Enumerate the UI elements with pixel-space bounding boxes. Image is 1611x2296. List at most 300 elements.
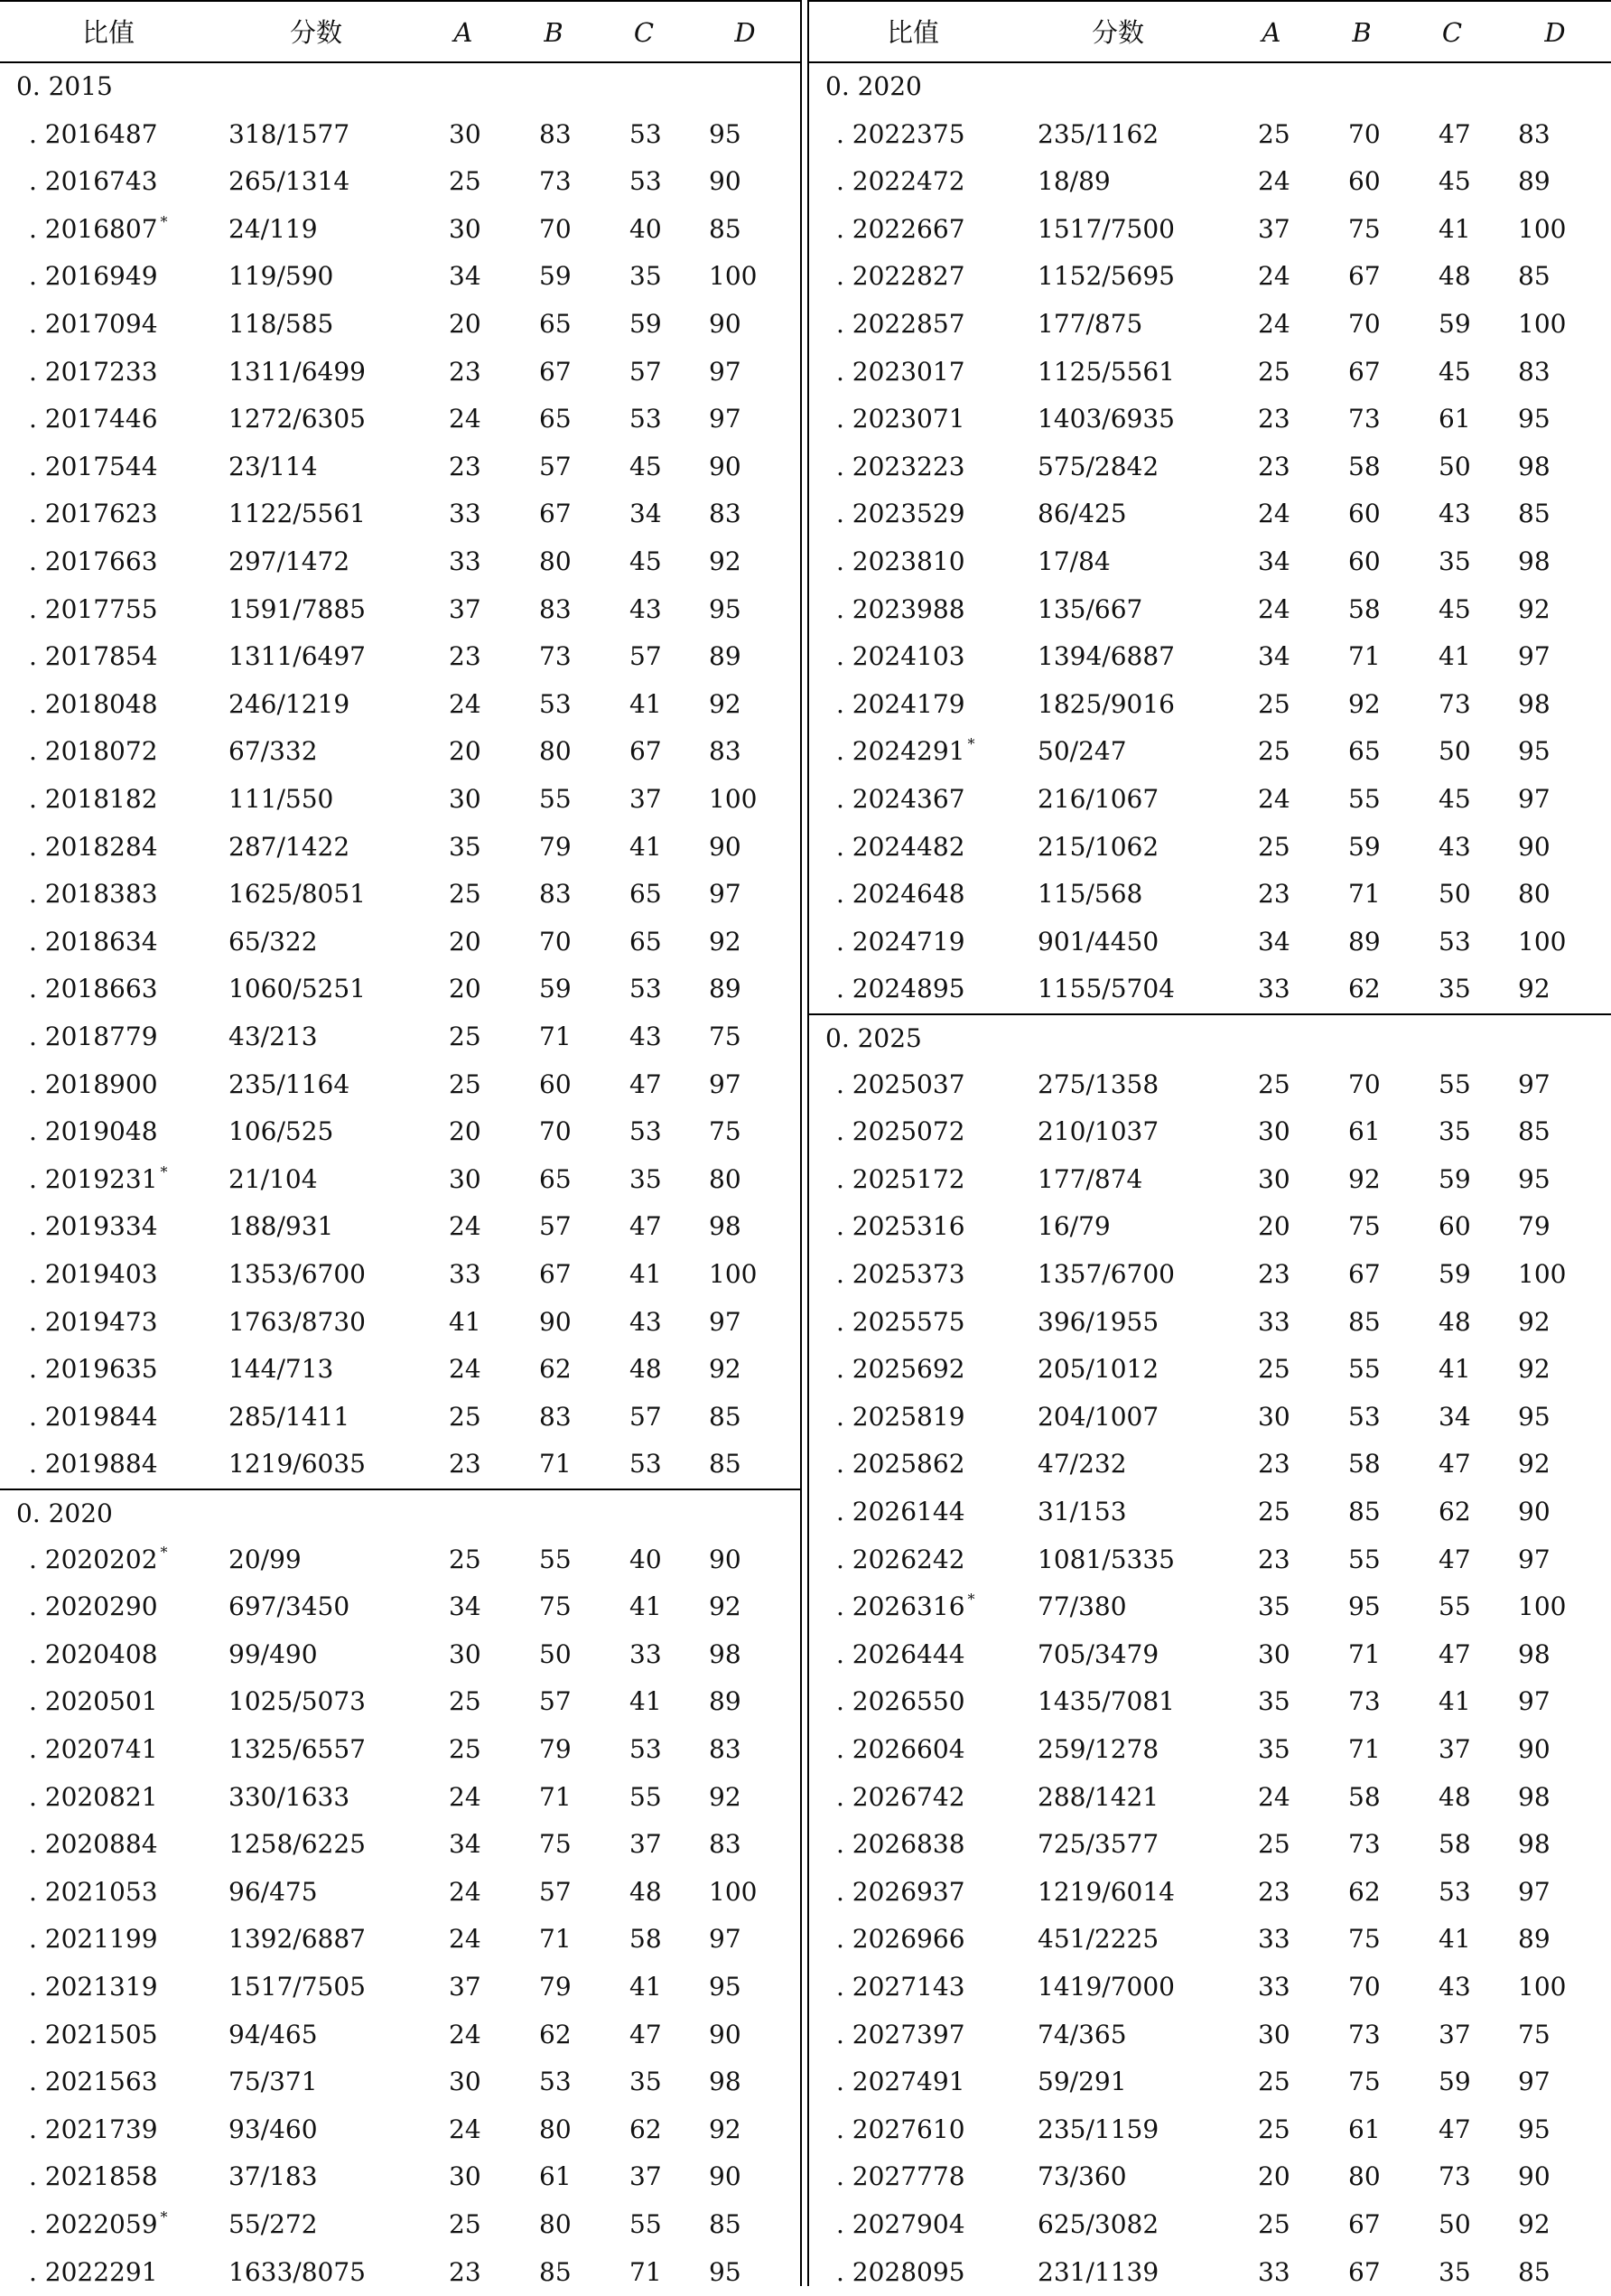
a-cell: 25: [1258, 118, 1290, 149]
d-cell: 92: [1518, 1449, 1550, 1479]
c-cell: 53: [629, 118, 662, 149]
c-cell: 65: [629, 926, 662, 957]
a-cell: 24: [1258, 309, 1290, 339]
ratio-cell: . 2025862: [836, 1449, 965, 1479]
footnote-star: *: [160, 2208, 168, 2226]
a-cell: 33: [1258, 2256, 1290, 2287]
score-cell: 1517/7500: [1038, 213, 1175, 244]
ratio-cell: . 2026742: [836, 1781, 965, 1812]
ratio-cell: . 2018663: [29, 974, 158, 1004]
a-cell: 24: [1258, 261, 1290, 292]
c-cell: 53: [629, 1449, 662, 1479]
table-row: [0, 1251, 800, 1299]
b-cell: 71: [539, 1924, 572, 1955]
d-cell: 85: [1518, 1116, 1550, 1147]
b-cell: 67: [1348, 261, 1381, 292]
b-cell: 57: [539, 451, 572, 481]
group-header-row: [809, 1013, 1611, 1063]
a-cell: 25: [1258, 1497, 1290, 1526]
score-cell: 396/1955: [1038, 1306, 1159, 1337]
c-cell: 45: [1439, 356, 1471, 387]
table-row: [809, 2153, 1611, 2201]
c-cell: 57: [629, 641, 662, 672]
table-row: [0, 681, 800, 729]
c-cell: 45: [629, 546, 662, 576]
c-cell: 41: [629, 831, 662, 862]
d-cell: 98: [1518, 451, 1550, 481]
table-row: [809, 2201, 1611, 2249]
d-cell: 80: [709, 1163, 741, 1194]
header-score: 分数: [289, 17, 342, 48]
c-cell: 50: [1439, 2209, 1471, 2239]
d-cell: 83: [1518, 356, 1550, 387]
table-row: [0, 1299, 800, 1347]
table-row: [0, 776, 800, 824]
d-cell: 95: [709, 118, 741, 149]
ratio-cell: . 2022827: [836, 261, 965, 292]
score-cell: 705/3479: [1038, 1638, 1159, 1669]
d-cell: 92: [709, 1591, 741, 1622]
table-row: [809, 586, 1611, 634]
c-cell: 37: [1439, 1734, 1471, 1764]
c-cell: 33: [629, 1638, 662, 1669]
ratio-cell: . 2019844: [29, 1401, 158, 1432]
score-cell: 43/213: [228, 1022, 318, 1051]
ratio-cell: . 2018900: [29, 1069, 158, 1099]
a-cell: 25: [1258, 2114, 1290, 2144]
c-cell: 55: [1439, 1069, 1471, 1099]
table-row: [0, 490, 800, 538]
c-cell: 37: [629, 2161, 662, 2192]
b-cell: 85: [1348, 1497, 1381, 1526]
c-cell: 59: [1439, 2067, 1471, 2097]
d-cell: 100: [709, 1259, 758, 1289]
a-cell: 25: [449, 1401, 481, 1432]
d-cell: 95: [709, 593, 741, 624]
b-cell: 71: [1348, 1638, 1381, 1669]
table-row: [809, 1061, 1611, 1109]
d-cell: 97: [1518, 1069, 1550, 1099]
c-cell: 47: [629, 2019, 662, 2049]
b-cell: 70: [1348, 1972, 1381, 2002]
a-cell: 30: [449, 2161, 481, 2192]
footnote-star: *: [160, 1162, 168, 1181]
b-cell: 73: [539, 641, 572, 672]
ratio-cell: . 2025072: [836, 1116, 965, 1147]
score-cell: 1219/6014: [1038, 1876, 1175, 1907]
b-cell: 62: [1348, 1876, 1381, 1907]
table-row: [809, 349, 1611, 397]
ratio-cell: . 2027778: [836, 2161, 965, 2192]
header-ratio: 比值: [886, 17, 939, 48]
c-cell: 47: [1439, 1449, 1471, 1479]
a-cell: 37: [449, 593, 481, 624]
a-cell: 25: [449, 1022, 481, 1051]
b-cell: 70: [539, 1116, 572, 1147]
d-cell: 85: [709, 2209, 741, 2239]
c-cell: 47: [629, 1211, 662, 1242]
a-cell: 24: [449, 1876, 481, 1907]
b-cell: 71: [539, 1781, 572, 1812]
b-cell: 75: [1348, 1211, 1381, 1242]
ratio-cell: . 2026937: [836, 1876, 965, 1907]
c-cell: 47: [1439, 1638, 1471, 1669]
b-cell: 58: [1348, 1781, 1381, 1812]
a-cell: 24: [1258, 499, 1290, 529]
table-row: [809, 1774, 1611, 1822]
d-cell: 97: [709, 356, 741, 387]
ratio-cell: . 2019334: [29, 1211, 158, 1242]
score-cell: 86/425: [1038, 499, 1127, 529]
footnote-star: *: [967, 1591, 975, 1609]
b-cell: 80: [539, 2209, 572, 2239]
b-cell: 92: [1348, 688, 1381, 719]
b-cell: 67: [539, 499, 572, 529]
d-cell: 89: [709, 641, 741, 672]
score-cell: 287/1422: [228, 831, 350, 862]
score-cell: 55/272: [228, 2209, 318, 2239]
ratio-cell: . 2020501: [29, 1686, 158, 1717]
b-cell: 60: [539, 1069, 572, 1099]
score-cell: 1825/9016: [1038, 688, 1175, 719]
group-label: 0. 2025: [825, 1023, 922, 1053]
ratio-cell: . 2022291: [29, 2256, 158, 2287]
c-cell: 50: [1439, 879, 1471, 910]
table-row: [809, 2058, 1611, 2106]
table-row: [809, 396, 1611, 443]
a-cell: 20: [1258, 2161, 1290, 2192]
c-cell: 35: [629, 1163, 662, 1194]
ratio-cell: . 2021053: [29, 1876, 158, 1907]
table-row: [0, 2201, 800, 2249]
table-row: [0, 1774, 800, 1822]
d-cell: 100: [1518, 213, 1567, 244]
table-row: [0, 919, 800, 966]
score-cell: 246/1219: [228, 688, 350, 719]
d-cell: 95: [709, 2256, 741, 2287]
group-label: 0. 2020: [825, 71, 922, 101]
score-cell: 144/713: [228, 1354, 334, 1385]
b-cell: 73: [539, 166, 572, 197]
ratio-cell: . 2018048: [29, 688, 158, 719]
table-row: [0, 2249, 800, 2296]
c-cell: 67: [629, 736, 662, 767]
table-row: [809, 1583, 1611, 1631]
ratio-cell: . 2024367: [836, 784, 965, 814]
score-cell: 1125/5561: [1038, 356, 1175, 387]
c-cell: 41: [629, 688, 662, 719]
a-cell: 35: [1258, 1686, 1290, 1717]
ratio-cell: . 2026316 *: [836, 1591, 975, 1622]
table-row: [809, 1203, 1611, 1251]
b-cell: 70: [539, 213, 572, 244]
d-cell: 89: [709, 1686, 741, 1717]
ratio-cell: . 2026838: [836, 1829, 965, 1860]
ratio-cell: . 2018634: [29, 926, 158, 957]
b-cell: 65: [539, 1163, 572, 1194]
b-cell: 70: [1348, 118, 1381, 149]
a-cell: 30: [449, 1638, 481, 1669]
a-cell: 30: [1258, 1401, 1290, 1432]
a-cell: 33: [1258, 1972, 1290, 2002]
b-cell: 79: [539, 1972, 572, 2002]
header-b: B: [1352, 17, 1372, 48]
header-ratio: 比值: [81, 17, 135, 48]
score-cell: 1403/6935: [1038, 404, 1175, 434]
b-cell: 83: [539, 593, 572, 624]
a-cell: 24: [449, 2019, 481, 2049]
d-cell: 85: [709, 1401, 741, 1432]
a-cell: 34: [449, 1591, 481, 1622]
a-cell: 34: [449, 1829, 481, 1860]
d-cell: 95: [1518, 1401, 1550, 1432]
table-row: [0, 633, 800, 681]
d-cell: 100: [709, 1876, 758, 1907]
b-cell: 53: [539, 688, 572, 719]
d-cell: 83: [709, 1829, 741, 1860]
score-cell: 59/291: [1038, 2067, 1127, 2097]
score-cell: 1122/5561: [228, 499, 366, 529]
group-header-row: [0, 63, 800, 111]
table-row: [809, 1536, 1611, 1584]
d-cell: 90: [1518, 2161, 1550, 2192]
score-cell: 451/2225: [1038, 1924, 1159, 1955]
a-cell: 33: [1258, 1924, 1290, 1955]
score-cell: 204/1007: [1038, 1401, 1159, 1432]
d-cell: 100: [1518, 1972, 1567, 2002]
table-row: [0, 1536, 800, 1584]
score-cell: 1272/6305: [228, 404, 366, 434]
a-cell: 25: [1258, 2067, 1290, 2097]
d-cell: 92: [1518, 1354, 1550, 1385]
b-cell: 75: [539, 1829, 572, 1860]
b-cell: 73: [1348, 404, 1381, 434]
a-cell: 34: [1258, 546, 1290, 576]
c-cell: 47: [1439, 118, 1471, 149]
a-cell: 23: [449, 2256, 481, 2287]
table-row: [809, 2011, 1611, 2059]
table-row: [0, 871, 800, 919]
c-cell: 37: [629, 784, 662, 814]
d-cell: 98: [1518, 1781, 1550, 1812]
table-row: [809, 111, 1611, 159]
a-cell: 35: [449, 831, 481, 862]
ratio-cell: . 2023529: [836, 499, 965, 529]
c-cell: 58: [629, 1924, 662, 1955]
b-cell: 65: [539, 404, 572, 434]
a-cell: 24: [449, 1924, 481, 1955]
a-cell: 20: [449, 1116, 481, 1147]
score-cell: 1763/8730: [228, 1306, 366, 1337]
footnote-star: *: [160, 1543, 168, 1561]
d-cell: 83: [709, 1734, 741, 1764]
score-cell: 288/1421: [1038, 1781, 1159, 1812]
d-cell: 90: [1518, 1497, 1550, 1526]
b-cell: 60: [1348, 546, 1381, 576]
table-row: [809, 1821, 1611, 1869]
score-cell: 1394/6887: [1038, 641, 1175, 672]
a-cell: 25: [1258, 831, 1290, 862]
group-label: 0. 2020: [16, 1498, 113, 1528]
a-cell: 30: [449, 2067, 481, 2097]
table-row: [809, 206, 1611, 254]
b-cell: 85: [539, 2256, 572, 2287]
b-cell: 79: [539, 831, 572, 862]
a-cell: 25: [449, 1544, 481, 1574]
score-cell: 73/360: [1038, 2161, 1127, 2192]
ratio-cell: . 2017854: [29, 641, 158, 672]
table-row: [809, 1964, 1611, 2011]
c-cell: 73: [1439, 688, 1471, 719]
table-row: [809, 633, 1611, 681]
score-cell: 297/1472: [228, 546, 350, 576]
table-row: [809, 824, 1611, 872]
a-cell: 24: [449, 1354, 481, 1385]
table-row: [809, 1299, 1611, 1347]
c-cell: 48: [629, 1876, 662, 1907]
c-cell: 48: [629, 1354, 662, 1385]
score-cell: 1392/6887: [228, 1924, 366, 1955]
table-row: [0, 1061, 800, 1109]
score-cell: 259/1278: [1038, 1734, 1159, 1764]
b-cell: 53: [539, 2067, 572, 2097]
table-row: [809, 1108, 1611, 1156]
score-cell: 318/1577: [228, 118, 350, 149]
b-cell: 50: [539, 1638, 572, 1669]
table-row: [809, 871, 1611, 919]
d-cell: 92: [709, 2114, 741, 2144]
ratio-cell: . 2017623: [29, 499, 158, 529]
a-cell: 25: [449, 879, 481, 910]
b-cell: 71: [1348, 879, 1381, 910]
score-cell: 1155/5704: [1038, 974, 1175, 1004]
a-cell: 34: [449, 261, 481, 292]
c-cell: 59: [1439, 1259, 1471, 1289]
b-cell: 70: [1348, 1069, 1381, 1099]
c-cell: 41: [1439, 1686, 1471, 1717]
d-cell: 97: [709, 1069, 741, 1099]
d-cell: 97: [709, 1306, 741, 1337]
table-row: [809, 443, 1611, 491]
d-cell: 100: [1518, 309, 1567, 339]
ratio-cell: . 2020741: [29, 1734, 158, 1764]
table-row: [809, 2106, 1611, 2154]
table-row: [0, 1108, 800, 1156]
score-cell: 177/874: [1038, 1163, 1143, 1194]
score-cell: 20/99: [228, 1544, 302, 1574]
a-cell: 20: [449, 974, 481, 1004]
table-row: [809, 538, 1611, 586]
c-cell: 41: [629, 1686, 662, 1717]
score-cell: 16/79: [1038, 1211, 1111, 1242]
ratio-cell: . 2016743: [29, 166, 158, 197]
ratio-cell: . 2026604: [836, 1734, 965, 1764]
d-cell: 100: [1518, 1591, 1567, 1622]
score-cell: 111/550: [228, 784, 334, 814]
ratio-cell: . 2021739: [29, 2114, 158, 2144]
ratio-cell: . 2018284: [29, 831, 158, 862]
c-cell: 53: [1439, 1876, 1471, 1907]
score-cell: 75/371: [228, 2067, 318, 2097]
b-cell: 83: [539, 879, 572, 910]
c-cell: 43: [629, 593, 662, 624]
group-label: 0. 2015: [16, 71, 113, 101]
c-cell: 37: [1439, 2019, 1471, 2049]
d-cell: 95: [709, 1972, 741, 2002]
table-row: [0, 1964, 800, 2011]
b-cell: 80: [539, 2114, 572, 2144]
c-cell: 55: [629, 2209, 662, 2239]
d-cell: 97: [709, 879, 741, 910]
a-cell: 24: [1258, 1781, 1290, 1812]
score-cell: 96/475: [228, 1876, 318, 1907]
b-cell: 67: [1348, 2256, 1381, 2287]
score-cell: 188/931: [228, 1211, 334, 1242]
a-cell: 30: [1258, 1163, 1290, 1194]
table-row: [809, 1394, 1611, 1442]
score-cell: 31/153: [1038, 1497, 1127, 1526]
ratio-cell: . 2019403: [29, 1259, 158, 1289]
a-cell: 34: [1258, 641, 1290, 672]
score-cell: 1219/6035: [228, 1449, 366, 1479]
b-cell: 59: [1348, 831, 1381, 862]
score-cell: 115/568: [1038, 879, 1143, 910]
a-cell: 33: [1258, 1306, 1290, 1337]
d-cell: 97: [709, 404, 741, 434]
c-cell: 48: [1439, 1781, 1471, 1812]
d-cell: 98: [709, 1638, 741, 1669]
d-cell: 80: [1518, 879, 1550, 910]
a-cell: 23: [449, 451, 481, 481]
ratio-cell: . 2021858: [29, 2161, 158, 2192]
d-cell: 90: [709, 451, 741, 481]
table-row: [809, 1869, 1611, 1917]
table-row: [0, 586, 800, 634]
ratio-cell: . 2022857: [836, 309, 965, 339]
d-cell: 85: [1518, 499, 1550, 529]
table-row: [0, 2153, 800, 2201]
b-cell: 57: [539, 1686, 572, 1717]
a-cell: 33: [449, 546, 481, 576]
table-row: [0, 2058, 800, 2106]
a-cell: 33: [1258, 974, 1290, 1004]
ratio-cell: . 2019231 *: [29, 1162, 168, 1194]
c-cell: 35: [1439, 2256, 1471, 2287]
c-cell: 41: [1439, 1924, 1471, 1955]
d-cell: 90: [1518, 1734, 1550, 1764]
score-cell: 1311/6499: [228, 356, 366, 387]
d-cell: 97: [1518, 641, 1550, 672]
table-row: [809, 301, 1611, 349]
d-cell: 98: [709, 1211, 741, 1242]
a-cell: 23: [1258, 451, 1290, 481]
ratio-cell: . 2024482: [836, 831, 965, 862]
a-cell: 25: [449, 2209, 481, 2239]
a-cell: 30: [1258, 2019, 1290, 2049]
a-cell: 34: [1258, 926, 1290, 957]
score-cell: 697/3450: [228, 1591, 350, 1622]
table-row: [0, 1156, 800, 1204]
c-cell: 35: [629, 2067, 662, 2097]
a-cell: 24: [1258, 166, 1290, 197]
c-cell: 45: [1439, 784, 1471, 814]
c-cell: 40: [629, 1544, 662, 1574]
a-cell: 23: [1258, 1876, 1290, 1907]
c-cell: 41: [629, 1591, 662, 1622]
table-row: [0, 349, 800, 397]
a-cell: 25: [1258, 1354, 1290, 1385]
header-d: D: [734, 17, 756, 48]
